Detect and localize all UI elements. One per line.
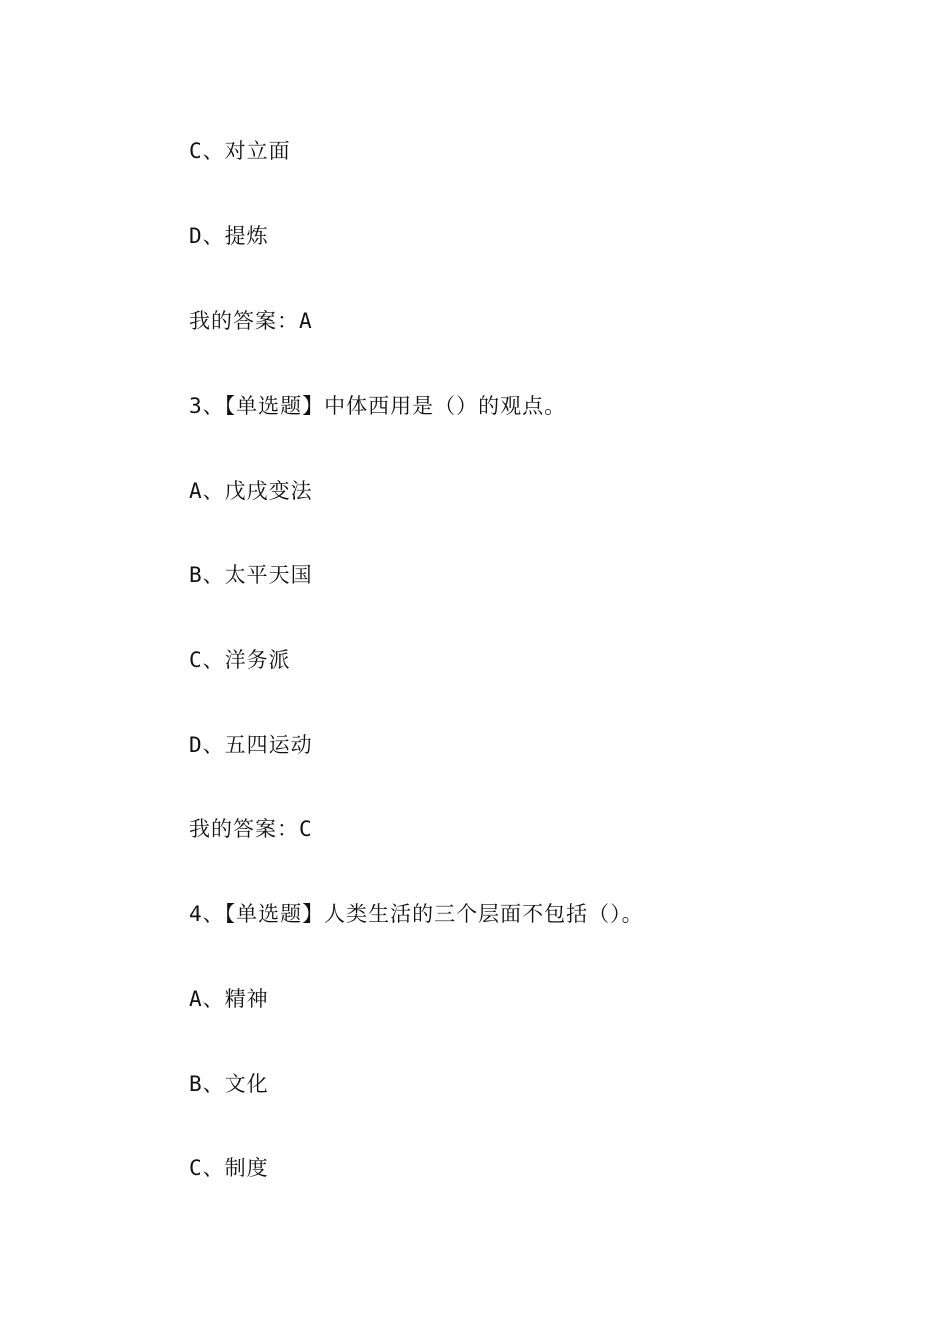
option-text: A、精神 (189, 987, 269, 1011)
option-text: D、五四运动 (189, 733, 313, 757)
question-text: 4、【单选题】人类生活的三个层面不包括（）。 (189, 902, 644, 926)
option-text: C、对立面 (189, 139, 291, 163)
option-text: C、洋务派 (189, 648, 291, 672)
question-text: 3、【单选题】中体西用是（）的观点。 (189, 394, 567, 418)
my-answer: 我的答案：A (189, 309, 313, 333)
option-text: A、戊戌变法 (189, 479, 313, 503)
option-text: C、制度 (189, 1156, 269, 1180)
option-text: B、太平天国 (189, 563, 313, 587)
my-answer: 我的答案：C (189, 817, 313, 841)
option-text: D、提炼 (189, 224, 269, 248)
option-text: B、文化 (189, 1072, 269, 1096)
